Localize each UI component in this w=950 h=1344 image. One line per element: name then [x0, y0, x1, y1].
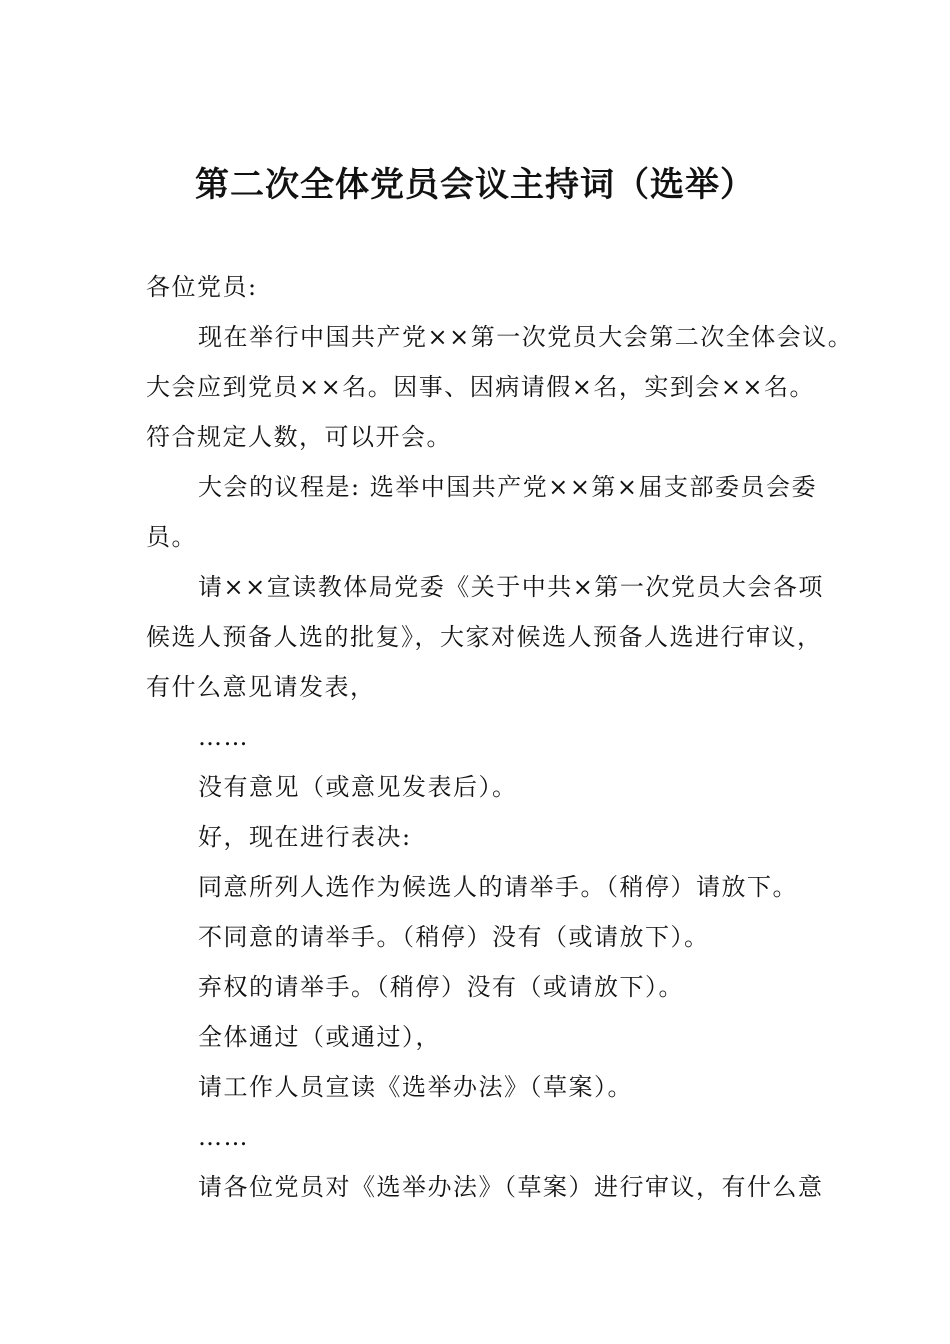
ellipsis-line: …… [198, 723, 249, 751]
paragraph-line: 符合规定人数，可以开会。 [146, 423, 452, 451]
paragraph-line: 候选人预备人选的批复》，大家对候选人预备人选进行审议， [146, 623, 823, 651]
paragraph-line: 大会应到党员××名。因事、因病请假×名，实到会××名。 [146, 373, 816, 401]
paragraph-line: 没有意见（或意见发表后）。 [198, 773, 518, 801]
paragraph-line: 全体通过（或通过）， [198, 1023, 441, 1051]
paragraph-line: 好，现在进行表决: [198, 823, 412, 851]
paragraph-line: 同意所列人选作为候选人的请举手。（稍停）请放下。 [198, 873, 798, 901]
document-title: 第二次全体党员会议主持词（选举） [195, 165, 755, 205]
ellipsis-line: …… [198, 1123, 249, 1151]
paragraph-line: 请各位党员对《选举办法》（草案）进行审议，有什么意 [198, 1173, 824, 1201]
paragraph-line: 有什么意见请发表， [146, 673, 376, 701]
paragraph-line: 员。 [146, 523, 197, 551]
paragraph-line: 弃权的请举手。（稍停）没有（或请放下）。 [198, 973, 684, 1001]
paragraph-line: 大会的议程是: 选举中国共产党××第×届支部委员会委 [198, 473, 818, 501]
paragraph-line: 请××宣读教体局党委《关于中共×第一次党员大会各项 [198, 573, 824, 601]
salutation-line: 各位党员: [146, 273, 258, 301]
paragraph-line: 请工作人员宣读《选举办法》（草案）。 [198, 1073, 633, 1101]
paragraph-line: 现在举行中国共产党××第一次党员大会第二次全体会议。 [198, 323, 854, 351]
paragraph-line: 不同意的请举手。（稍停）没有（或请放下）。 [198, 923, 710, 951]
document-body [146, 262, 854, 1212]
